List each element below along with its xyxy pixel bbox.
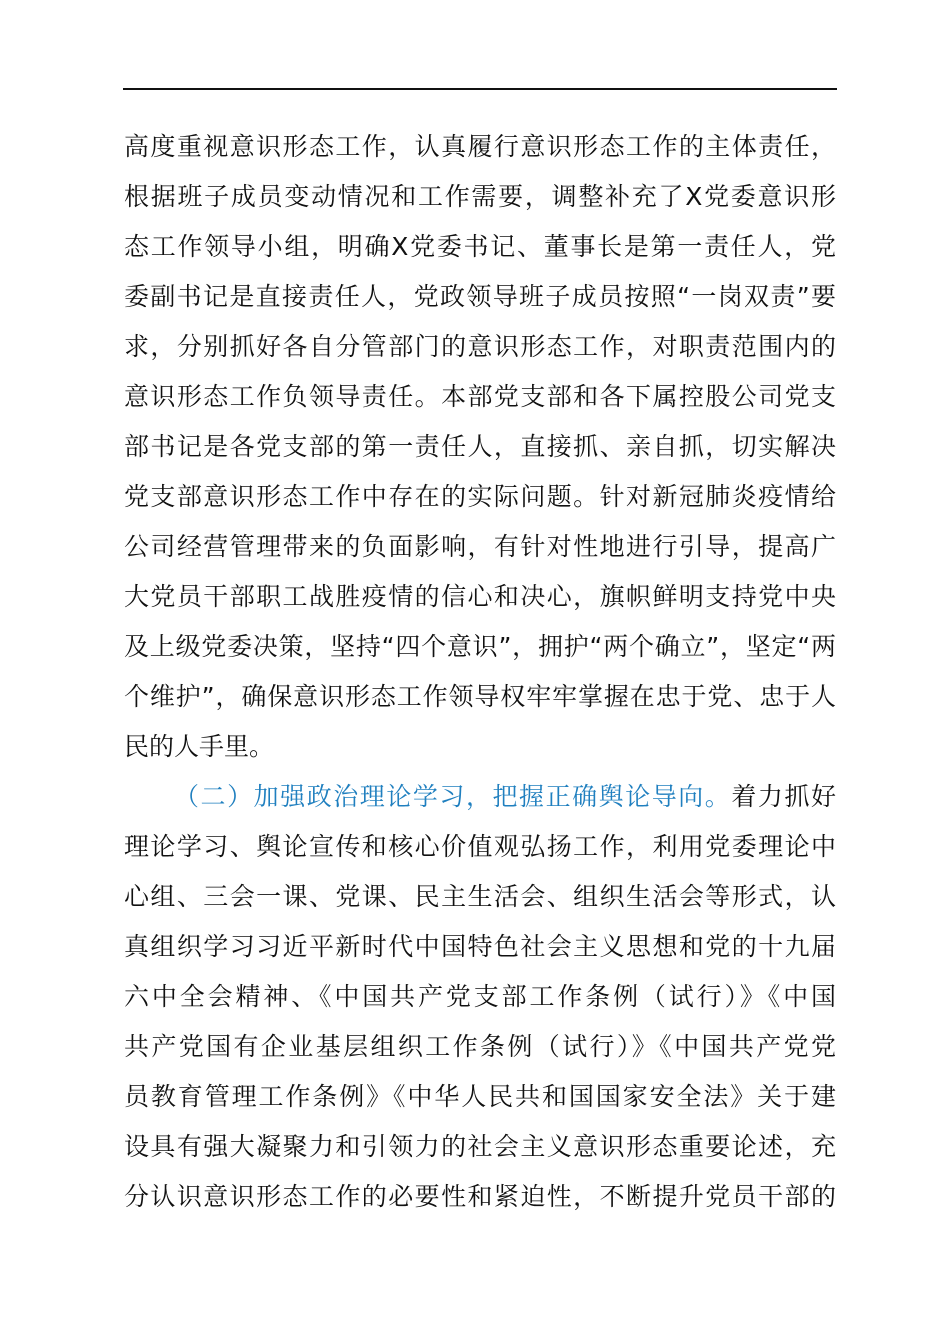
text-line: 设具有强大凝聚力和引领力的社会主义意识形态重要论述，充 <box>124 1132 836 1161</box>
text-line: 理论学习、舆论宣传和核心价值观弘扬工作，利用党委理论中 <box>124 832 836 861</box>
text-line: 高度重视意识形态工作，认真履行意识形态工作的主体责任， <box>124 132 836 161</box>
text-line: 部书记是各党支部的第一责任人，直接抓、亲自抓，切实解决 <box>124 432 836 461</box>
text-line: 个维护”，确保意识形态工作领导权牢牢掌握在忠于党、忠于人 <box>124 682 836 711</box>
text-line: 分认识意识形态工作的必要性和紧迫性，不断提升党员干部的 <box>124 1182 836 1211</box>
text-line: 公司经营管理带来的负面影响，有针对性地进行引导，提高广 <box>124 532 836 561</box>
text-line: 党支部意识形态工作中存在的实际问题。针对新冠肺炎疫情给 <box>124 482 836 511</box>
text-line: 共产党国有企业基层组织工作条例（试行）》《中国共产党党 <box>124 1032 836 1061</box>
text-line: 真组织学习习近平新时代中国特色社会主义思想和党的十九届 <box>124 932 836 961</box>
text-line: 求，分别抓好各自分管部门的意识形态工作，对职责范围内的 <box>124 332 836 361</box>
text-line: 六中全会精神、《中国共产党支部工作条例（试行）》《中国 <box>124 982 836 1011</box>
section-two-first-line <box>124 772 836 822</box>
text-line: 及上级党委决策，坚持“四个意识”，拥护“两个确立”，坚定“两 <box>124 632 836 661</box>
text-line: 根据班子成员变动情况和工作需要，调整补充了X党委意识形 <box>124 182 836 211</box>
document-body <box>124 122 836 1222</box>
text-line: 委副书记是直接责任人，党政领导班子成员按照“一岗双责”要 <box>124 282 836 311</box>
section-text: 着力抓好 <box>731 782 836 811</box>
text-line: 态工作领导小组，明确X党委书记、董事长是第一责任人，党 <box>124 232 836 261</box>
text-line: 大党员干部职工战胜疫情的信心和决心，旗帜鲜明支持党中央 <box>124 582 836 611</box>
text-line: 意识形态工作负领导责任。本部党支部和各下属控股公司党支 <box>124 382 836 411</box>
header-rule <box>123 88 837 90</box>
text-line: 心组、三会一课、党课、民主生活会、组织生活会等形式，认 <box>124 882 836 911</box>
section-heading: （二）加强政治理论学习，把握正确舆论导向。 <box>174 782 732 811</box>
text-line: 民的人手里。 <box>124 732 275 761</box>
text-line: 员教育管理工作条例》《中华人民共和国国家安全法》关于建 <box>124 1082 836 1111</box>
